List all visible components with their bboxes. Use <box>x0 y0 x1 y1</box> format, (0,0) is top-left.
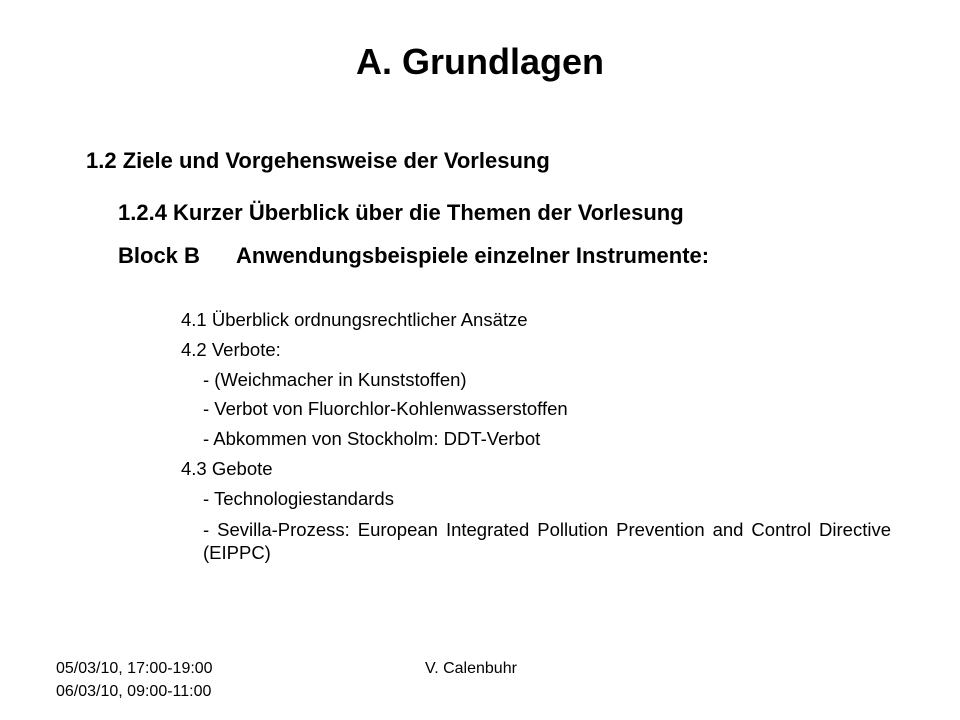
topic-subitem: - Abkommen von Stockholm: DDT-Verbot <box>203 428 541 450</box>
block-label: Block B <box>118 243 200 268</box>
footer-dates <box>56 657 213 703</box>
subsection-heading: 1.2.4 Kurzer Überblick über die Themen der Vorlesung <box>118 200 684 225</box>
topic-subitem: - Technologiestandards <box>203 487 394 509</box>
topic-subitem: - (Weichmacher in Kunststoffen) <box>203 368 467 390</box>
topic-subitem: - Sevilla-Prozess: European Integrated Pollution Prevention and Control Directive (EIPPC) <box>203 518 891 563</box>
topic-list <box>181 305 891 564</box>
footer-author: V. Calenbuhr <box>425 660 517 677</box>
block-heading <box>118 241 709 271</box>
topic-item: 4.2 Verbote: <box>181 338 281 360</box>
section-heading: 1.2 Ziele und Vorgehensweise der Vorlesung <box>86 148 550 173</box>
footer-date: 05/03/10, 17:00-19:00 <box>56 660 213 677</box>
footer-date: 06/03/10, 09:00-11:00 <box>56 683 212 700</box>
block-title: Anwendungsbeispiele einzelner Instrumente: <box>236 243 710 268</box>
topic-subitem: - Verbot von Fluorchlor-Kohlenwasserstoffen <box>203 398 568 420</box>
topic-item: 4.1 Überblick ordnungsrechtlicher Ansätze <box>181 309 528 330</box>
slide-title: A. Grundlagen <box>355 41 604 82</box>
topic-item: 4.3 Gebote <box>181 457 273 479</box>
